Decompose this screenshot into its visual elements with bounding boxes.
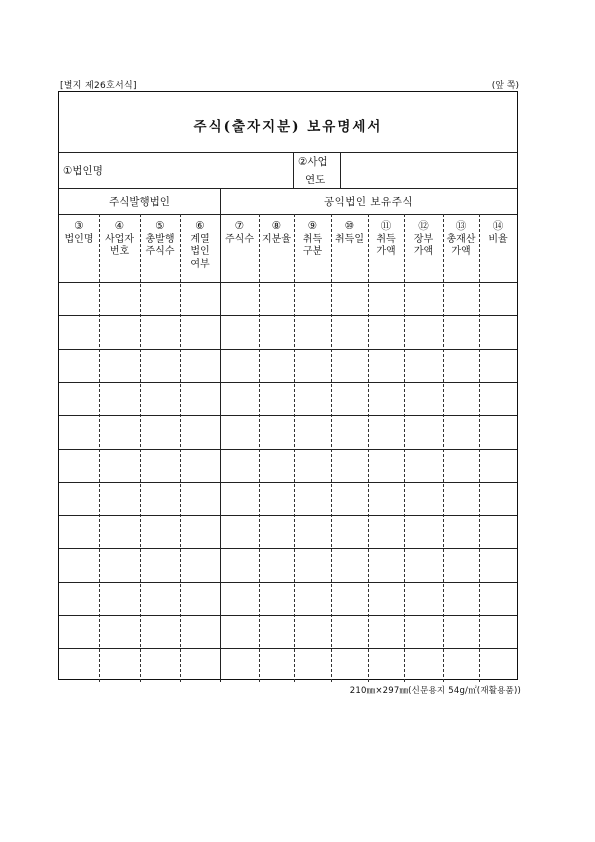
table-cell[interactable] — [260, 483, 293, 514]
table-cell[interactable] — [141, 416, 179, 447]
column-label-line: 가액 — [376, 246, 396, 257]
table-cell[interactable] — [141, 649, 179, 680]
table-cell[interactable] — [332, 383, 367, 414]
table-cell[interactable] — [369, 283, 403, 314]
column-number: ⑫ — [418, 220, 429, 232]
table-cell[interactable] — [405, 483, 442, 514]
table-cell[interactable] — [405, 316, 442, 347]
table-cell[interactable] — [60, 416, 98, 447]
biz-year-label-line2: 연도 — [305, 174, 326, 186]
column-header — [479, 214, 517, 282]
table-cell[interactable] — [405, 649, 442, 680]
table-cell[interactable] — [181, 450, 219, 481]
table-cell[interactable] — [100, 350, 139, 381]
table-cell[interactable] — [221, 549, 258, 580]
table-cell[interactable] — [480, 350, 516, 381]
column-label-line: 취득일 — [335, 233, 364, 245]
column-header — [99, 214, 140, 282]
column-label-line: 비율 — [488, 233, 508, 245]
issuing-corp-label: 주식발행법인 — [109, 195, 170, 208]
table-cell[interactable] — [444, 583, 478, 614]
table-cell[interactable] — [141, 583, 179, 614]
table-cell[interactable] — [480, 649, 516, 680]
table-cell[interactable] — [295, 416, 330, 447]
holdings-table — [59, 214, 517, 682]
column-label-line: 취득 — [376, 233, 396, 245]
table-cell[interactable] — [100, 416, 139, 447]
table-cell[interactable] — [60, 649, 98, 680]
table-cell[interactable] — [260, 283, 293, 314]
column-label-line: 가액 — [413, 246, 434, 257]
table-cell[interactable] — [100, 316, 139, 347]
table-cell[interactable] — [60, 450, 98, 481]
table-cell[interactable] — [369, 316, 403, 347]
table-cell[interactable] — [369, 649, 403, 680]
column-header — [259, 214, 294, 282]
table-cell[interactable] — [332, 516, 367, 547]
table-cell[interactable] — [480, 483, 516, 514]
table-cell[interactable] — [221, 283, 258, 314]
table-cell[interactable] — [141, 616, 179, 647]
table-cell[interactable] — [141, 483, 179, 514]
table-cell[interactable] — [260, 583, 293, 614]
table-cell[interactable] — [100, 616, 139, 647]
table-cell[interactable] — [405, 583, 442, 614]
column-number: ⑤ — [155, 220, 165, 232]
table-cell[interactable] — [444, 350, 478, 381]
table-cell[interactable] — [295, 350, 330, 381]
table-cell[interactable] — [60, 549, 98, 580]
table-cell[interactable] — [60, 583, 98, 614]
column-label-line: 총재산 — [446, 233, 476, 245]
table-cell[interactable] — [221, 516, 258, 547]
table-cell[interactable] — [181, 416, 219, 447]
table-cell[interactable] — [332, 350, 367, 381]
column-header — [294, 214, 331, 282]
table-cell[interactable] — [100, 383, 139, 414]
table-cell[interactable] — [405, 416, 442, 447]
table-cell[interactable] — [332, 483, 367, 514]
table-cell[interactable] — [100, 483, 139, 514]
table-cell[interactable] — [100, 516, 139, 547]
table-cell[interactable] — [141, 450, 179, 481]
column-number: ③ — [74, 220, 84, 232]
table-cell[interactable] — [444, 516, 478, 547]
column-number: ⑨ — [307, 220, 318, 232]
table-cell[interactable] — [260, 350, 293, 381]
column-number: ⑭ — [492, 220, 504, 232]
table-cell[interactable] — [444, 450, 478, 481]
table-cell[interactable] — [60, 350, 98, 381]
table-cell[interactable] — [100, 283, 139, 314]
table-cell[interactable] — [295, 549, 330, 580]
table-cell[interactable] — [295, 450, 330, 481]
table-cell[interactable] — [480, 450, 516, 481]
table-cell[interactable] — [260, 549, 293, 580]
table-cell[interactable] — [221, 483, 258, 514]
table-cell[interactable] — [405, 383, 442, 414]
table-cell[interactable] — [260, 649, 293, 680]
table-cell[interactable] — [60, 283, 98, 314]
column-number: ⑦ — [234, 220, 245, 232]
table-cell[interactable] — [405, 450, 442, 481]
table-cell[interactable] — [369, 416, 403, 447]
table-cell[interactable] — [295, 583, 330, 614]
column-number: ⑧ — [271, 220, 282, 232]
table-cell[interactable] — [221, 350, 258, 381]
corp-name-label: ①법인명 — [63, 165, 103, 177]
column-label-line: 가액 — [451, 246, 471, 257]
form-title: 주식(출자지분) 보유명세서 — [193, 119, 383, 135]
table-cell[interactable] — [369, 450, 403, 481]
column-number: ⑥ — [195, 220, 205, 232]
table-cell[interactable] — [444, 549, 478, 580]
table-cell[interactable] — [60, 616, 98, 647]
table-cell[interactable] — [181, 283, 219, 314]
table-cell[interactable] — [181, 516, 219, 547]
table-cell[interactable] — [444, 616, 478, 647]
table-cell[interactable] — [369, 383, 403, 414]
column-number: ⑬ — [455, 220, 467, 232]
column-label-line: 사업자 — [105, 233, 134, 245]
table-cell[interactable] — [295, 516, 330, 547]
table-cell[interactable] — [480, 616, 516, 647]
column-header — [368, 214, 404, 282]
page-side-label: (앞 쪽) — [491, 81, 519, 91]
column-header — [140, 214, 180, 282]
column-label-line: 번호 — [109, 246, 130, 257]
corp-name-label-cell — [59, 152, 294, 188]
table-cell[interactable] — [480, 283, 516, 314]
table-cell[interactable] — [60, 483, 98, 514]
table-cell[interactable] — [141, 350, 179, 381]
column-label-line: 지분율 — [262, 233, 291, 245]
table-cell[interactable] — [444, 416, 478, 447]
column-label-line: 취득 — [302, 233, 323, 245]
table-cell[interactable] — [181, 350, 219, 381]
column-header — [404, 214, 443, 282]
table-cell[interactable] — [221, 383, 258, 414]
table-cell[interactable] — [295, 649, 330, 680]
group-header-row — [59, 188, 517, 215]
column-header — [443, 214, 479, 282]
table-cell[interactable] — [332, 416, 367, 447]
column-label-line: 주식수 — [145, 246, 175, 257]
table-cell[interactable] — [221, 616, 258, 647]
table-cell[interactable] — [60, 516, 98, 547]
table-cell[interactable] — [141, 283, 179, 314]
table-cell[interactable] — [332, 316, 367, 347]
table-cell[interactable] — [100, 450, 139, 481]
column-number: ⑩ — [344, 220, 355, 232]
column-header — [59, 214, 99, 282]
table-cell[interactable] — [405, 283, 442, 314]
table-cell[interactable] — [221, 450, 258, 481]
column-label-line: 장부 — [413, 233, 434, 245]
public-corp-header — [220, 188, 517, 214]
table-cell[interactable] — [332, 549, 367, 580]
table-cell[interactable] — [369, 616, 403, 647]
table-cell[interactable] — [332, 450, 367, 481]
table-cell[interactable] — [100, 649, 139, 680]
table-cell[interactable] — [260, 416, 293, 447]
table-cell[interactable] — [295, 383, 330, 414]
table-cell[interactable] — [405, 516, 442, 547]
table-cell[interactable] — [181, 483, 219, 514]
table-cell[interactable] — [181, 316, 219, 347]
table-cell[interactable] — [141, 316, 179, 347]
table-cell[interactable] — [260, 383, 293, 414]
biz-year-label-line1: ②사업 — [298, 156, 328, 168]
table-cell[interactable] — [295, 283, 330, 314]
table-cell[interactable] — [480, 549, 516, 580]
table-cell[interactable] — [181, 549, 219, 580]
table-cell[interactable] — [181, 383, 219, 414]
biz-year-value-field[interactable] — [341, 152, 517, 188]
table-cell[interactable] — [480, 583, 516, 614]
table-cell[interactable] — [295, 483, 330, 514]
table-cell[interactable] — [141, 549, 179, 580]
table-cell[interactable] — [332, 649, 367, 680]
table-cell[interactable] — [295, 316, 330, 347]
column-header — [331, 214, 368, 282]
table-cell[interactable] — [332, 583, 367, 614]
public-corp-label: 공익법인 보유주식 — [324, 195, 413, 208]
table-cell[interactable] — [260, 616, 293, 647]
table-cell[interactable] — [260, 516, 293, 547]
table-cell[interactable] — [260, 450, 293, 481]
table-cell[interactable] — [405, 549, 442, 580]
table-cell[interactable] — [221, 649, 258, 680]
table-cell[interactable] — [332, 283, 367, 314]
column-label-line: 계열 — [190, 233, 210, 245]
column-label-line: 법인명 — [64, 233, 94, 245]
column-header — [180, 214, 220, 282]
table-cell[interactable] — [405, 350, 442, 381]
table-cell[interactable] — [480, 383, 516, 414]
column-header — [220, 214, 259, 282]
table-cell[interactable] — [181, 649, 219, 680]
table-cell[interactable] — [444, 383, 478, 414]
table-cell[interactable] — [141, 383, 179, 414]
title-area — [59, 92, 517, 153]
column-number: ④ — [114, 220, 125, 232]
table-cell[interactable] — [181, 616, 219, 647]
table-cell[interactable] — [405, 616, 442, 647]
table-cell[interactable] — [60, 383, 98, 414]
column-label-line: 여부 — [190, 258, 210, 270]
table-cell[interactable] — [444, 283, 478, 314]
table-cell[interactable] — [480, 516, 516, 547]
table-cell[interactable] — [141, 516, 179, 547]
table-cell[interactable] — [480, 416, 516, 447]
table-cell[interactable] — [369, 583, 403, 614]
table-cell[interactable] — [221, 316, 258, 347]
column-number: ⑪ — [380, 220, 392, 232]
biz-year-label-cell — [294, 152, 341, 188]
table-cell[interactable] — [369, 549, 403, 580]
paper-spec: 210㎜×297㎜(신문용지 54g/㎡(재활용품)) — [349, 686, 521, 696]
table-cell[interactable] — [221, 583, 258, 614]
table-cell[interactable] — [369, 516, 403, 547]
table-cell[interactable] — [181, 583, 219, 614]
table-cell[interactable] — [260, 316, 293, 347]
column-label-line: 구분 — [302, 246, 323, 257]
table-cell[interactable] — [369, 350, 403, 381]
table-cell[interactable] — [369, 483, 403, 514]
issuing-corp-header — [59, 188, 221, 214]
table-cell[interactable] — [221, 416, 258, 447]
table-cell[interactable] — [332, 616, 367, 647]
column-label-line: 주식수 — [225, 233, 254, 245]
table-cell[interactable] — [100, 583, 139, 614]
table-cell[interactable] — [480, 316, 516, 347]
form-number: [별지 제26호서식] — [60, 81, 137, 91]
corp-info-row — [59, 152, 517, 189]
table-cell[interactable] — [444, 649, 478, 680]
statement-form — [58, 91, 518, 680]
table-cell[interactable] — [60, 316, 98, 347]
table-cell[interactable] — [444, 483, 478, 514]
column-label-line: 총발행 — [145, 233, 175, 245]
table-cell[interactable] — [444, 316, 478, 347]
table-cell[interactable] — [295, 616, 330, 647]
table-cell[interactable] — [100, 549, 139, 580]
column-label-line: 법인 — [190, 246, 210, 257]
